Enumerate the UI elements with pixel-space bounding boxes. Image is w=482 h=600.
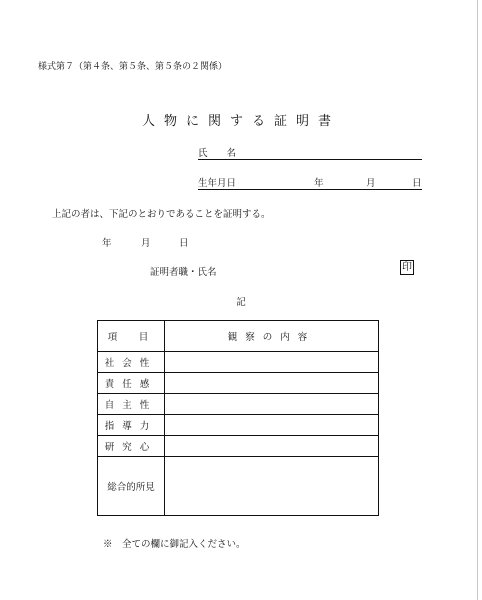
table-row — [98, 352, 379, 373]
form-identifier: 様式第７（第４条、第５条、第５条の２関係） — [38, 62, 228, 72]
item-research: 研究心 — [98, 436, 165, 457]
header-content: 観察の内容 — [165, 321, 379, 352]
footnote: ※ 全ての欄に御記入ください。 — [103, 539, 246, 550]
item-overall: 総合的所見 — [98, 457, 165, 516]
date-day-label: 日 — [179, 238, 189, 249]
content-cell-research[interactable] — [165, 436, 379, 457]
table-header-row — [98, 321, 379, 352]
dob-label: 生年月日 — [198, 178, 237, 189]
document-title: 人物に関する証明書 — [141, 114, 340, 129]
content-cell-autonomy[interactable] — [165, 394, 379, 415]
certification-statement: 上記の者は、下記のとおりであることを証明する。 — [52, 209, 271, 220]
table-row — [98, 394, 379, 415]
content-cell-responsibility[interactable] — [165, 373, 379, 394]
item-autonomy: 自主性 — [98, 394, 165, 415]
table-row — [98, 415, 379, 436]
name-label: 氏 名 — [198, 148, 237, 159]
content-cell-leadership[interactable] — [165, 415, 379, 436]
ki-heading: 記 — [236, 297, 246, 308]
name-field[interactable] — [198, 145, 422, 160]
dob-day-label: 日 — [412, 178, 422, 189]
dob-month-label: 月 — [366, 178, 376, 189]
content-cell-sociability[interactable] — [165, 352, 379, 373]
date-year-label: 年 — [102, 238, 112, 249]
table-row-overall — [98, 457, 379, 516]
certifier-label: 証明者職・氏名 — [150, 267, 217, 278]
content-cell-overall[interactable] — [165, 457, 379, 516]
seal-mark: 印 — [402, 262, 412, 273]
header-item: 項 目 — [98, 321, 165, 352]
table-row — [98, 373, 379, 394]
item-leadership: 指導力 — [98, 415, 165, 436]
item-responsibility: 責任感 — [98, 373, 165, 394]
observation-table — [97, 320, 379, 516]
table-row — [98, 436, 379, 457]
dob-year-label: 年 — [314, 178, 324, 189]
date-of-birth-field[interactable] — [198, 175, 422, 190]
date-month-label: 月 — [141, 238, 151, 249]
item-sociability: 社会性 — [98, 352, 165, 373]
